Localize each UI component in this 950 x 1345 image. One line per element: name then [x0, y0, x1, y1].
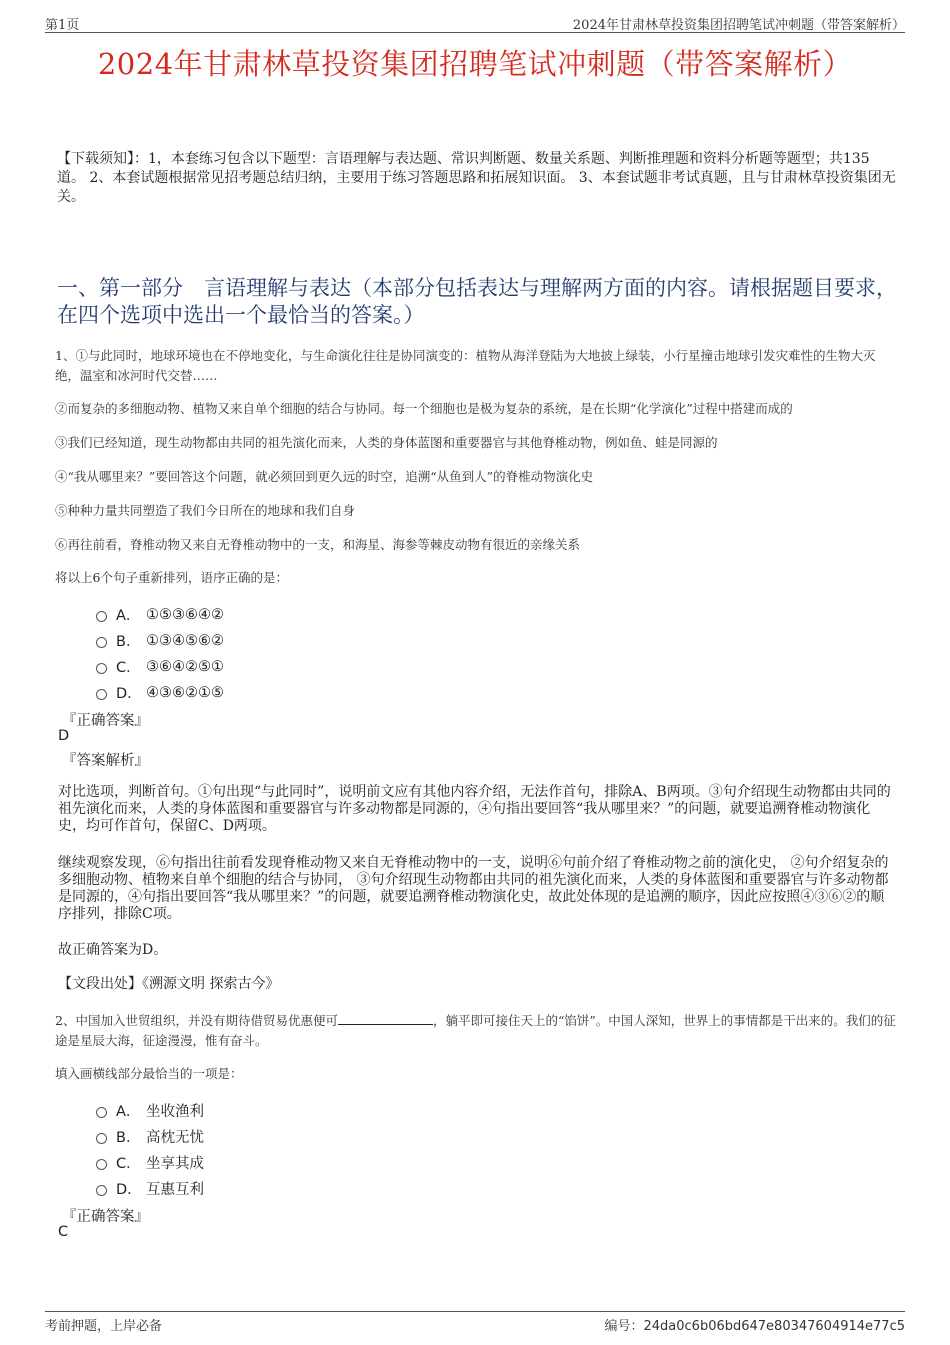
- q2-stem: 2、中国加入世贸组织，并没有期待借贸易优惠便可 ，躺平即可接住天上的“馅饼”。中国人深知，世界上的事情都是干出来的。我们的征途是星辰大海，征途漫漫，惟有奋斗。: [55, 1013, 896, 1048]
- q1-analysis-paragraph-1: 对比选项，判断首句。①句出现“与此同时”，说明前文应有其他内容介绍，无法作首句，排除A、B两项。③句介绍现生动物都由共同的祖先演化而来，人类的身体蓝图和重要器官与许多动物都是同源的，④句指出要回答“我从哪里来？”的问题，就要追溯脊椎动物演化史，均可作首句，保留C、D两项。: [58, 784, 891, 834]
- radio-icon[interactable]: [96, 689, 107, 700]
- q2-answer: C: [58, 1224, 69, 1240]
- q2-prompt: 填入画横线部分最恰当的一项是：: [55, 1066, 243, 1081]
- header-doc-title: 2024年甘肃林草投资集团招聘笔试冲刺题（带答案解析）: [572, 18, 905, 33]
- q2-option-b[interactable]: B． 高枕无忧: [96, 1126, 204, 1147]
- radio-icon[interactable]: [96, 1107, 107, 1118]
- q2-answer-label: 『正确答案』: [62, 1209, 149, 1225]
- download-notice: 【下载须知】：1，本套练习包含以下题型：言语理解与表达题、常识判断题、数量关系题、判断推理题和资料分析题等题型；共135道。 2、本套试题根据常见招考题总结归纳，主要用于练习答题思路和拓展知识面。 3、本套试题非考试真题，且与甘肃林草投资集团无关。: [57, 151, 896, 205]
- page-footer: [45, 1311, 905, 1334]
- radio-icon[interactable]: [96, 1133, 107, 1144]
- q1-analysis-paragraph-2: 继续观察发现，⑥句指出往前看发现脊椎动物又来自无脊椎动物中的一支，说明⑥句前介绍了脊椎动物之前的演化史， ②句介绍复杂的多细胞动物、植物来自单个细胞的结合与协同， ③句介绍现生动物都由共同的祖先演化而来，人类的身体蓝图和重要器官与许多动物都是同源的，④句指出要回答“我从哪里来？”的问题，就要追溯脊椎动物演化史，故此处体现的是追溯的顺序，因此应按照④③⑥②的顺序排列，排除C项。: [58, 855, 889, 922]
- q2-option-d[interactable]: D． 互惠互利: [96, 1178, 204, 1199]
- q1-source: 【文段出处】《溯源文明 探索古今》: [58, 976, 280, 992]
- q1-sentence-5: ⑤种种力量共同塑造了我们今日所在的地球和我们自身: [55, 503, 356, 518]
- q1-option-d[interactable]: D． ④③⑥②①⑤: [96, 682, 224, 703]
- q1-analysis-conclusion: 故正确答案为D。: [58, 942, 168, 958]
- radio-icon[interactable]: [96, 1185, 107, 1196]
- q1-option-a[interactable]: A． ①⑤③⑥④②: [96, 604, 224, 625]
- q1-sentence-2: ②而复杂的多细胞动物、植物又来自单个细胞的结合与协同。每一个细胞也是极为复杂的系统，是在长期“化学演化”过程中搭建而成的: [55, 401, 793, 416]
- radio-icon[interactable]: [96, 663, 107, 674]
- document-title: 2024年甘肃林草投资集团招聘笔试冲刺题（带答案解析）: [97, 47, 853, 81]
- q2-option-a[interactable]: A． 坐收渔利: [96, 1100, 204, 1121]
- q1-sentence-1: 1、①与此同时，地球环境也在不停地变化，与生命演化往往是协同演变的：植物从海洋登陆为大地披上绿装，小行星撞击地球引发灾难性的生物大灭绝，温室和冰河时代交替……: [55, 348, 876, 383]
- page-number: 第1页: [45, 18, 80, 33]
- fill-blank: [338, 1012, 433, 1025]
- q1-option-b[interactable]: B． ①③④⑤⑥②: [96, 630, 224, 651]
- page-header: [45, 10, 905, 33]
- q1-answer: D: [58, 728, 70, 744]
- q1-sentence-6: ⑥再往前看，脊椎动物又来自无脊椎动物中的一支，和海星、海参等棘皮动物有很近的亲缘关系: [55, 537, 581, 552]
- q1-answer-label: 『正确答案』: [62, 713, 149, 729]
- q1-sentence-3: ③我们已经知道，现生动物都由共同的祖先演化而来，人类的身体蓝图和重要器官与其他脊椎动物，例如鱼、蛙是同源的: [55, 435, 718, 450]
- q1-option-c[interactable]: C． ③⑥④②⑤①: [96, 656, 224, 677]
- q2-option-c[interactable]: C． 坐享其成: [96, 1152, 204, 1173]
- radio-icon[interactable]: [96, 637, 107, 648]
- section-heading: 一、第一部分 言语理解与表达（本部分包括表达与理解两方面的内容。请根据题目要求，在四个选项中选出一个最恰当的答案。）: [57, 276, 897, 327]
- footer-slogan: 考前押题，上岸必备: [45, 1319, 163, 1334]
- q1-prompt: 将以上6个句子重新排列，语序正确的是：: [55, 570, 288, 585]
- radio-icon[interactable]: [96, 611, 107, 622]
- footer-code: 编号：24da0c6b06bd647e80347604914e77c5: [604, 1319, 905, 1334]
- radio-icon[interactable]: [96, 1159, 107, 1170]
- q1-analysis-label: 『答案解析』: [62, 753, 149, 769]
- q1-sentence-4: ④“我从哪里来？”要回答这个问题，就必须回到更久远的时空，追溯“从鱼到人”的脊椎动物演化史: [55, 469, 594, 484]
